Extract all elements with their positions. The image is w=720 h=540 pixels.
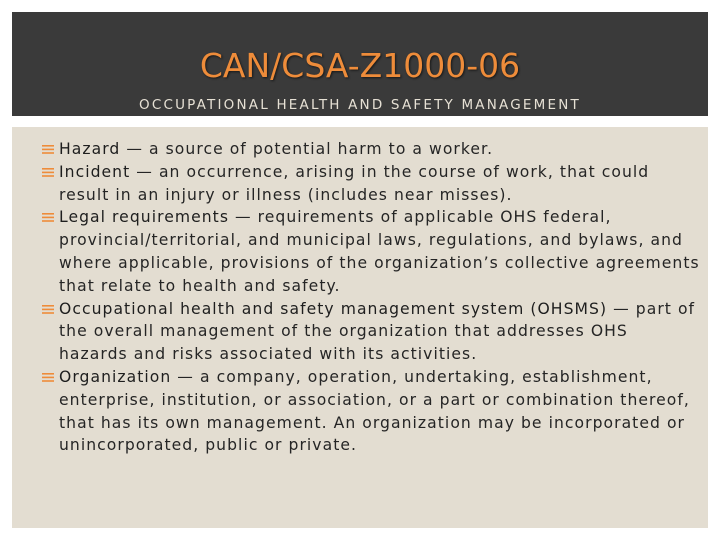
definitions-list [42, 138, 702, 457]
list-item [42, 366, 702, 457]
list-item [42, 206, 702, 297]
definition-text: — requirements of applicable OHS federal, provincial/territorial, and municipal laws, regulations, and bylaws, and where applicable, provisions of the organization’s collective agreements that relate to health and safety. [59, 208, 700, 295]
stacked-lines-bullet-icon [42, 213, 54, 222]
list-item [42, 161, 702, 207]
definition-text: — an occurrence, arising in the course of work, that could result in an injury or illness (includes near misses). [59, 162, 650, 204]
definition-term: Incident [59, 162, 131, 181]
definition-text: — a company, operation, undertaking, establishment, enterprise, institution, or association, or a part or combination thereof, that has its own management. An organization may be incorporated or unincorporated, public or private. [59, 367, 690, 455]
slide-title: CAN/CSA-Z1000-06 [199, 46, 521, 85]
definition-text: — a source of potential harm to a worker. [120, 140, 494, 158]
definition-term: Legal requirements [59, 208, 229, 227]
stacked-lines-bullet-icon [42, 373, 54, 382]
list-item [42, 298, 702, 366]
definition-term: Hazard [59, 140, 121, 158]
list-item [42, 138, 702, 161]
definition-text: — part of the overall management of the organization that addresses OHS hazards and risks associated with its activities. [59, 299, 696, 364]
stacked-lines-bullet-icon [42, 305, 54, 314]
stacked-lines-bullet-icon [42, 168, 54, 177]
definition-term: Organization [59, 367, 172, 386]
definition-term: Occupational health and safety management system (OHSMS) [59, 299, 608, 318]
slide-header [12, 12, 708, 116]
slide-subtitle: OCCUPATIONAL HEALTH AND SAFETY MANAGEMENT [139, 97, 581, 113]
header-divider [12, 116, 708, 127]
stacked-lines-bullet-icon [42, 145, 54, 154]
